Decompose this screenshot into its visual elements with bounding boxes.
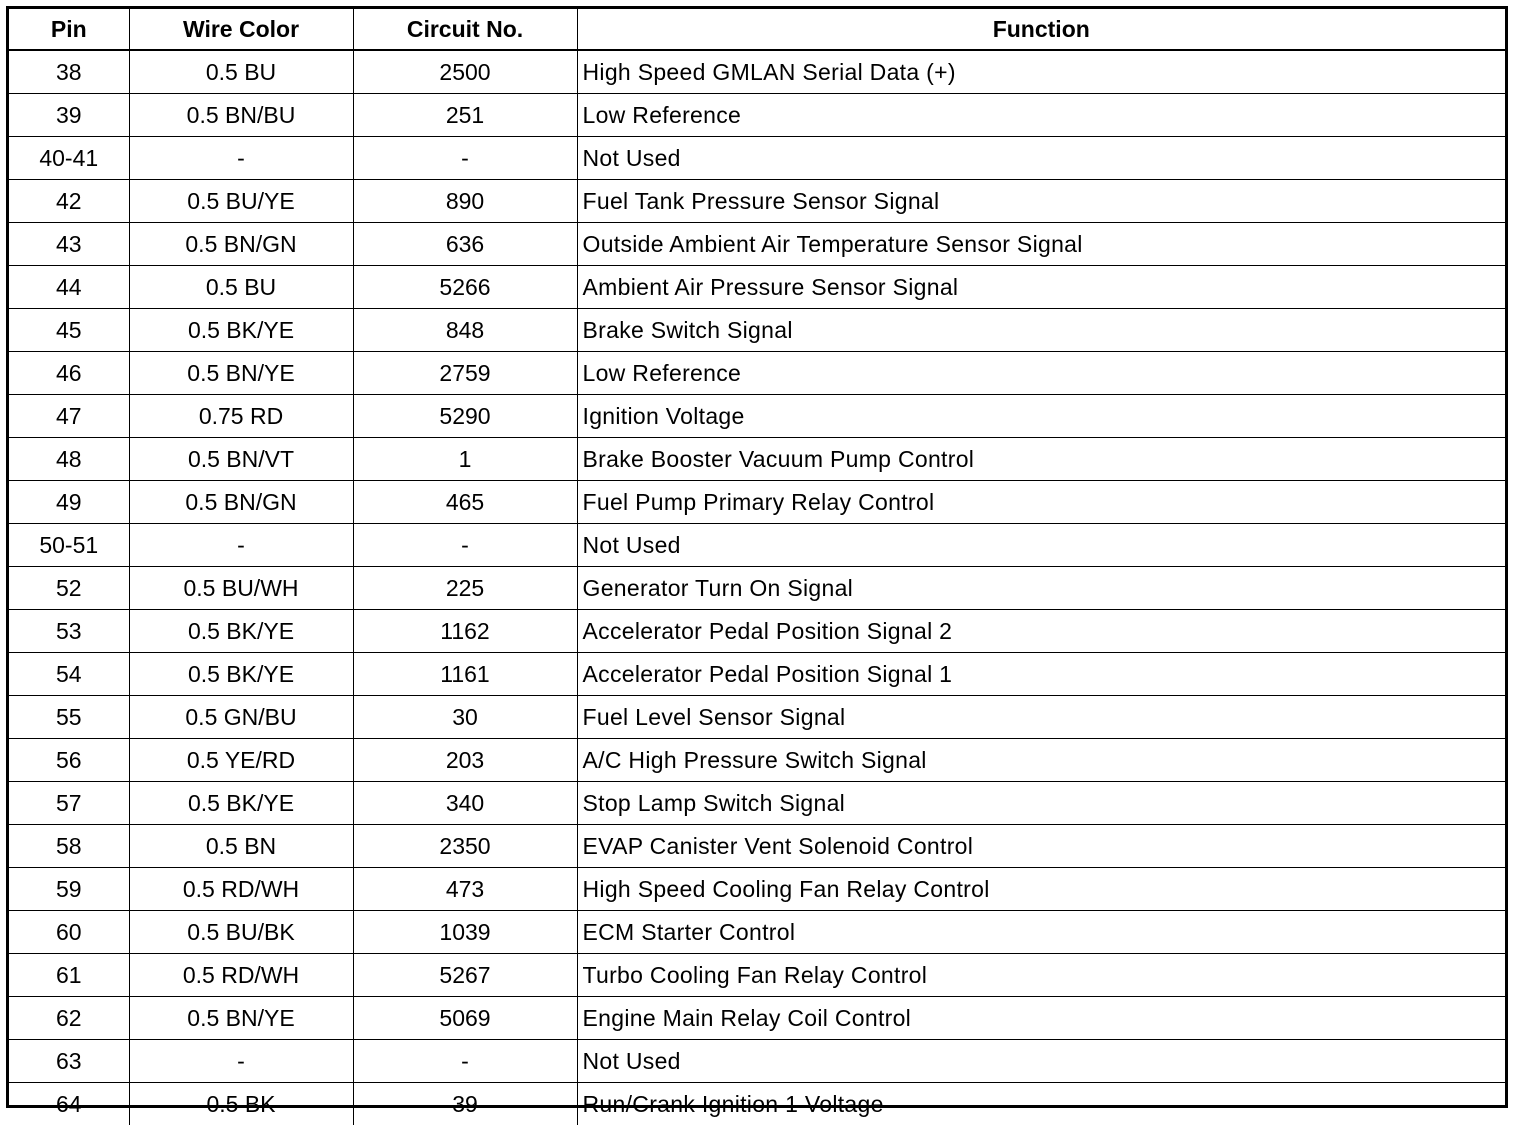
function-cell: Outside Ambient Air Temperature Sensor Signal — [577, 223, 1505, 266]
function-cell: Generator Turn On Signal — [577, 567, 1505, 610]
circuit-no-cell: 5290 — [353, 395, 577, 438]
wire-color-cell: 0.5 BN — [129, 825, 353, 868]
circuit-no-cell: 225 — [353, 567, 577, 610]
wire-color-cell: 0.5 BK/YE — [129, 782, 353, 825]
table-row — [9, 94, 1505, 137]
table-row — [9, 782, 1505, 825]
circuit-no-cell: 465 — [353, 481, 577, 524]
pin-cell: 43 — [9, 223, 129, 266]
pin-cell: 55 — [9, 696, 129, 739]
table-row — [9, 567, 1505, 610]
function-cell: Ambient Air Pressure Sensor Signal — [577, 266, 1505, 309]
pin-cell: 44 — [9, 266, 129, 309]
table-row — [9, 524, 1505, 567]
pin-cell: 38 — [9, 50, 129, 94]
wire-color-cell: 0.5 BK/YE — [129, 610, 353, 653]
wire-color-cell: 0.5 BU — [129, 50, 353, 94]
header-row — [9, 9, 1505, 50]
wire-color-cell: 0.5 BN/YE — [129, 352, 353, 395]
pin-cell: 42 — [9, 180, 129, 223]
circuit-no-cell: 1161 — [353, 653, 577, 696]
table-row — [9, 50, 1505, 94]
table-row — [9, 911, 1505, 954]
wire-color-cell: 0.5 YE/RD — [129, 739, 353, 782]
table-row — [9, 309, 1505, 352]
function-cell: Not Used — [577, 137, 1505, 180]
function-cell: Not Used — [577, 524, 1505, 567]
pin-cell: 63 — [9, 1040, 129, 1083]
wire-color-cell: - — [129, 1040, 353, 1083]
wire-color-cell: 0.5 BK/YE — [129, 653, 353, 696]
table-row — [9, 1040, 1505, 1083]
pin-cell: 60 — [9, 911, 129, 954]
function-cell: High Speed Cooling Fan Relay Control — [577, 868, 1505, 911]
circuit-no-cell: 473 — [353, 868, 577, 911]
wire-color-cell: 0.5 BU/BK — [129, 911, 353, 954]
pin-cell: 62 — [9, 997, 129, 1040]
pin-cell: 58 — [9, 825, 129, 868]
wire-color-cell: 0.5 BN/YE — [129, 997, 353, 1040]
connector-pinout-table — [9, 9, 1505, 1125]
circuit-no-cell: - — [353, 524, 577, 567]
table-body — [9, 50, 1505, 1125]
wire-color-cell: 0.75 RD — [129, 395, 353, 438]
table-row — [9, 696, 1505, 739]
circuit-no-cell: 203 — [353, 739, 577, 782]
pin-cell: 40-41 — [9, 137, 129, 180]
wire-color-cell: 0.5 BU — [129, 266, 353, 309]
function-cell: Accelerator Pedal Position Signal 1 — [577, 653, 1505, 696]
circuit-no-cell: 39 — [353, 1083, 577, 1125]
function-cell: ECM Starter Control — [577, 911, 1505, 954]
wire-color-cell: 0.5 BN/VT — [129, 438, 353, 481]
circuit-no-cell: - — [353, 137, 577, 180]
pin-cell: 46 — [9, 352, 129, 395]
table-row — [9, 266, 1505, 309]
circuit-no-cell: 30 — [353, 696, 577, 739]
wire-color-cell: - — [129, 137, 353, 180]
table-row — [9, 610, 1505, 653]
pin-cell: 64 — [9, 1083, 129, 1125]
function-cell: Fuel Level Sensor Signal — [577, 696, 1505, 739]
pin-cell: 50-51 — [9, 524, 129, 567]
function-cell: A/C High Pressure Switch Signal — [577, 739, 1505, 782]
circuit-no-cell: 848 — [353, 309, 577, 352]
header-pin: Pin — [9, 9, 129, 50]
table-row — [9, 137, 1505, 180]
wire-color-cell: 0.5 RD/WH — [129, 954, 353, 997]
pin-cell: 57 — [9, 782, 129, 825]
table-row — [9, 868, 1505, 911]
wire-color-cell: 0.5 BU/WH — [129, 567, 353, 610]
circuit-no-cell: 2350 — [353, 825, 577, 868]
function-cell: Ignition Voltage — [577, 395, 1505, 438]
table-row — [9, 653, 1505, 696]
function-cell: Brake Switch Signal — [577, 309, 1505, 352]
circuit-no-cell: 1039 — [353, 911, 577, 954]
circuit-no-cell: 890 — [353, 180, 577, 223]
function-cell: Not Used — [577, 1040, 1505, 1083]
circuit-no-cell: 340 — [353, 782, 577, 825]
pin-cell: 54 — [9, 653, 129, 696]
table-row — [9, 180, 1505, 223]
circuit-no-cell: 5069 — [353, 997, 577, 1040]
circuit-no-cell: 2759 — [353, 352, 577, 395]
function-cell: Stop Lamp Switch Signal — [577, 782, 1505, 825]
pin-cell: 45 — [9, 309, 129, 352]
pin-cell: 56 — [9, 739, 129, 782]
function-cell: Fuel Tank Pressure Sensor Signal — [577, 180, 1505, 223]
function-cell: Fuel Pump Primary Relay Control — [577, 481, 1505, 524]
function-cell: EVAP Canister Vent Solenoid Control — [577, 825, 1505, 868]
pin-cell: 53 — [9, 610, 129, 653]
function-cell: Turbo Cooling Fan Relay Control — [577, 954, 1505, 997]
table-row — [9, 1083, 1505, 1125]
circuit-no-cell: 2500 — [353, 50, 577, 94]
function-cell: Low Reference — [577, 352, 1505, 395]
table-row — [9, 223, 1505, 266]
header-circuit-no: Circuit No. — [353, 9, 577, 50]
circuit-no-cell: 1162 — [353, 610, 577, 653]
circuit-no-cell: 636 — [353, 223, 577, 266]
function-cell: Brake Booster Vacuum Pump Control — [577, 438, 1505, 481]
circuit-no-cell: 1 — [353, 438, 577, 481]
function-cell: Accelerator Pedal Position Signal 2 — [577, 610, 1505, 653]
function-cell: Low Reference — [577, 94, 1505, 137]
function-cell: Run/Crank Ignition 1 Voltage — [577, 1083, 1505, 1125]
table-row — [9, 825, 1505, 868]
pin-cell: 61 — [9, 954, 129, 997]
circuit-no-cell: 5267 — [353, 954, 577, 997]
wire-color-cell: 0.5 BN/GN — [129, 223, 353, 266]
connector-pinout-table-frame — [6, 6, 1508, 1108]
pin-cell: 59 — [9, 868, 129, 911]
table-row — [9, 395, 1505, 438]
header-wire-color: Wire Color — [129, 9, 353, 50]
circuit-no-cell: - — [353, 1040, 577, 1083]
table-row — [9, 481, 1505, 524]
function-cell: Engine Main Relay Coil Control — [577, 997, 1505, 1040]
wire-color-cell: 0.5 BU/YE — [129, 180, 353, 223]
pin-cell: 52 — [9, 567, 129, 610]
table-row — [9, 739, 1505, 782]
wire-color-cell: 0.5 GN/BU — [129, 696, 353, 739]
wire-color-cell: 0.5 BN/BU — [129, 94, 353, 137]
circuit-no-cell: 251 — [353, 94, 577, 137]
wire-color-cell: - — [129, 524, 353, 567]
table-row — [9, 997, 1505, 1040]
wire-color-cell: 0.5 BK — [129, 1083, 353, 1125]
wire-color-cell: 0.5 RD/WH — [129, 868, 353, 911]
header-function: Function — [577, 9, 1505, 50]
circuit-no-cell: 5266 — [353, 266, 577, 309]
wire-color-cell: 0.5 BK/YE — [129, 309, 353, 352]
table-row — [9, 438, 1505, 481]
wire-color-cell: 0.5 BN/GN — [129, 481, 353, 524]
table-row — [9, 352, 1505, 395]
pin-cell: 39 — [9, 94, 129, 137]
function-cell: High Speed GMLAN Serial Data (+) — [577, 50, 1505, 94]
pin-cell: 49 — [9, 481, 129, 524]
pin-cell: 48 — [9, 438, 129, 481]
pin-cell: 47 — [9, 395, 129, 438]
table-row — [9, 954, 1505, 997]
